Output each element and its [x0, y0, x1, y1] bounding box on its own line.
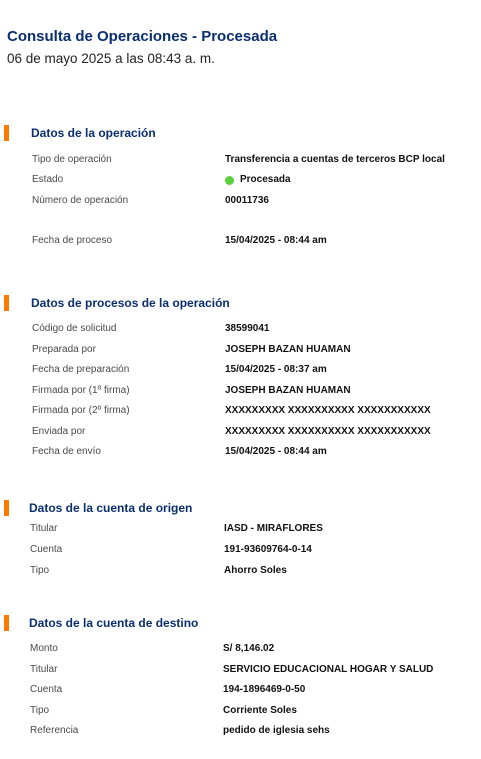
- row-label-titular-destino: Titular: [30, 664, 58, 675]
- row-label-codigo-solicitud: Código de solicitud: [32, 323, 117, 334]
- row-value-titular-origen: IASD - MIRAFLORES: [224, 523, 323, 534]
- row-label-referencia: Referencia: [30, 725, 79, 736]
- row-value-enviada-por: XXXXXXXXX XXXXXXXXXX XXXXXXXXXXX: [225, 426, 431, 437]
- row-label-monto: Monto: [30, 643, 58, 654]
- row-value-fecha-proceso: 15/04/2025 - 08:44 am: [225, 235, 327, 246]
- section-origen-header: [4, 500, 192, 516]
- section-operacion-header: [4, 125, 156, 141]
- page-title: Consulta de Operaciones - Procesada: [7, 28, 278, 45]
- row-value-estado: [225, 173, 291, 187]
- row-label-fecha-envio: Fecha de envío: [32, 446, 101, 457]
- row-value-fecha-envio: 15/04/2025 - 08:44 am: [225, 446, 327, 457]
- row-value-fecha-preparacion: 15/04/2025 - 08:37 am: [225, 364, 327, 375]
- row-label-fecha-proceso: Fecha de proceso: [32, 235, 113, 246]
- row-label-enviada-por: Enviada por: [32, 426, 86, 437]
- section-title: Datos de la cuenta de destino: [29, 616, 199, 630]
- row-value-numero-operacion: 00011736: [225, 195, 269, 206]
- row-label-tipo-operacion: Tipo de operación: [32, 154, 112, 165]
- section-accent-bar: [4, 500, 9, 516]
- row-value-cuenta-origen: 191-93609764-0-14: [224, 544, 312, 555]
- row-value-monto: S/ 8,146.02: [223, 643, 275, 654]
- row-value-cuenta-destino: 194-1896469-0-50: [223, 684, 306, 695]
- row-label-tipo-origen: Tipo: [30, 565, 50, 576]
- section-title: Datos de la operación: [31, 126, 156, 140]
- row-value-firma-2: XXXXXXXXX XXXXXXXXXX XXXXXXXXXXX: [225, 405, 431, 416]
- section-procesos-header: [4, 295, 230, 311]
- row-label-titular-origen: Titular: [30, 523, 58, 534]
- row-value-titular-destino: SERVICIO EDUCACIONAL HOGAR Y SALUD: [223, 664, 434, 675]
- row-label-fecha-preparacion: Fecha de preparación: [32, 364, 130, 375]
- row-value-tipo-origen: Ahorro Soles: [224, 565, 287, 576]
- row-label-cuenta-destino: Cuenta: [30, 684, 63, 695]
- row-value-tipo-destino: Corriente Soles: [223, 705, 297, 716]
- row-value-codigo-solicitud: 38599041: [225, 323, 270, 334]
- section-title: Datos de procesos de la operación: [31, 296, 230, 310]
- row-value-tipo-operacion: Transferencia a cuentas de terceros BCP local: [225, 154, 445, 165]
- row-label-estado: Estado: [32, 174, 64, 185]
- row-value-preparada-por: JOSEPH BAZAN HUAMAN: [225, 344, 351, 355]
- row-label-cuenta-origen: Cuenta: [30, 544, 63, 555]
- section-destino-header: [4, 615, 198, 631]
- row-label-firma-1: Firmada por (1º firma): [32, 385, 130, 396]
- section-accent-bar: [4, 125, 9, 141]
- row-label-numero-operacion: Número de operación: [32, 195, 129, 206]
- row-value-firma-1: JOSEPH BAZAN HUAMAN: [225, 385, 351, 396]
- section-accent-bar: [4, 295, 9, 311]
- section-title: Datos de la cuenta de origen: [29, 501, 193, 515]
- row-label-firma-2: Firmada por (2º firma): [32, 405, 130, 416]
- row-value-referencia: pedido de iglesia sehs: [223, 725, 330, 736]
- page-subtitle: 06 de mayo 2025 a las 08:43 a. m.: [7, 51, 215, 66]
- row-label-preparada-por: Preparada por: [32, 344, 96, 355]
- status-dot-icon: [225, 176, 234, 185]
- section-accent-bar: [4, 615, 9, 631]
- status-text: Procesada: [240, 174, 291, 185]
- row-label-tipo-destino: Tipo: [30, 705, 50, 716]
